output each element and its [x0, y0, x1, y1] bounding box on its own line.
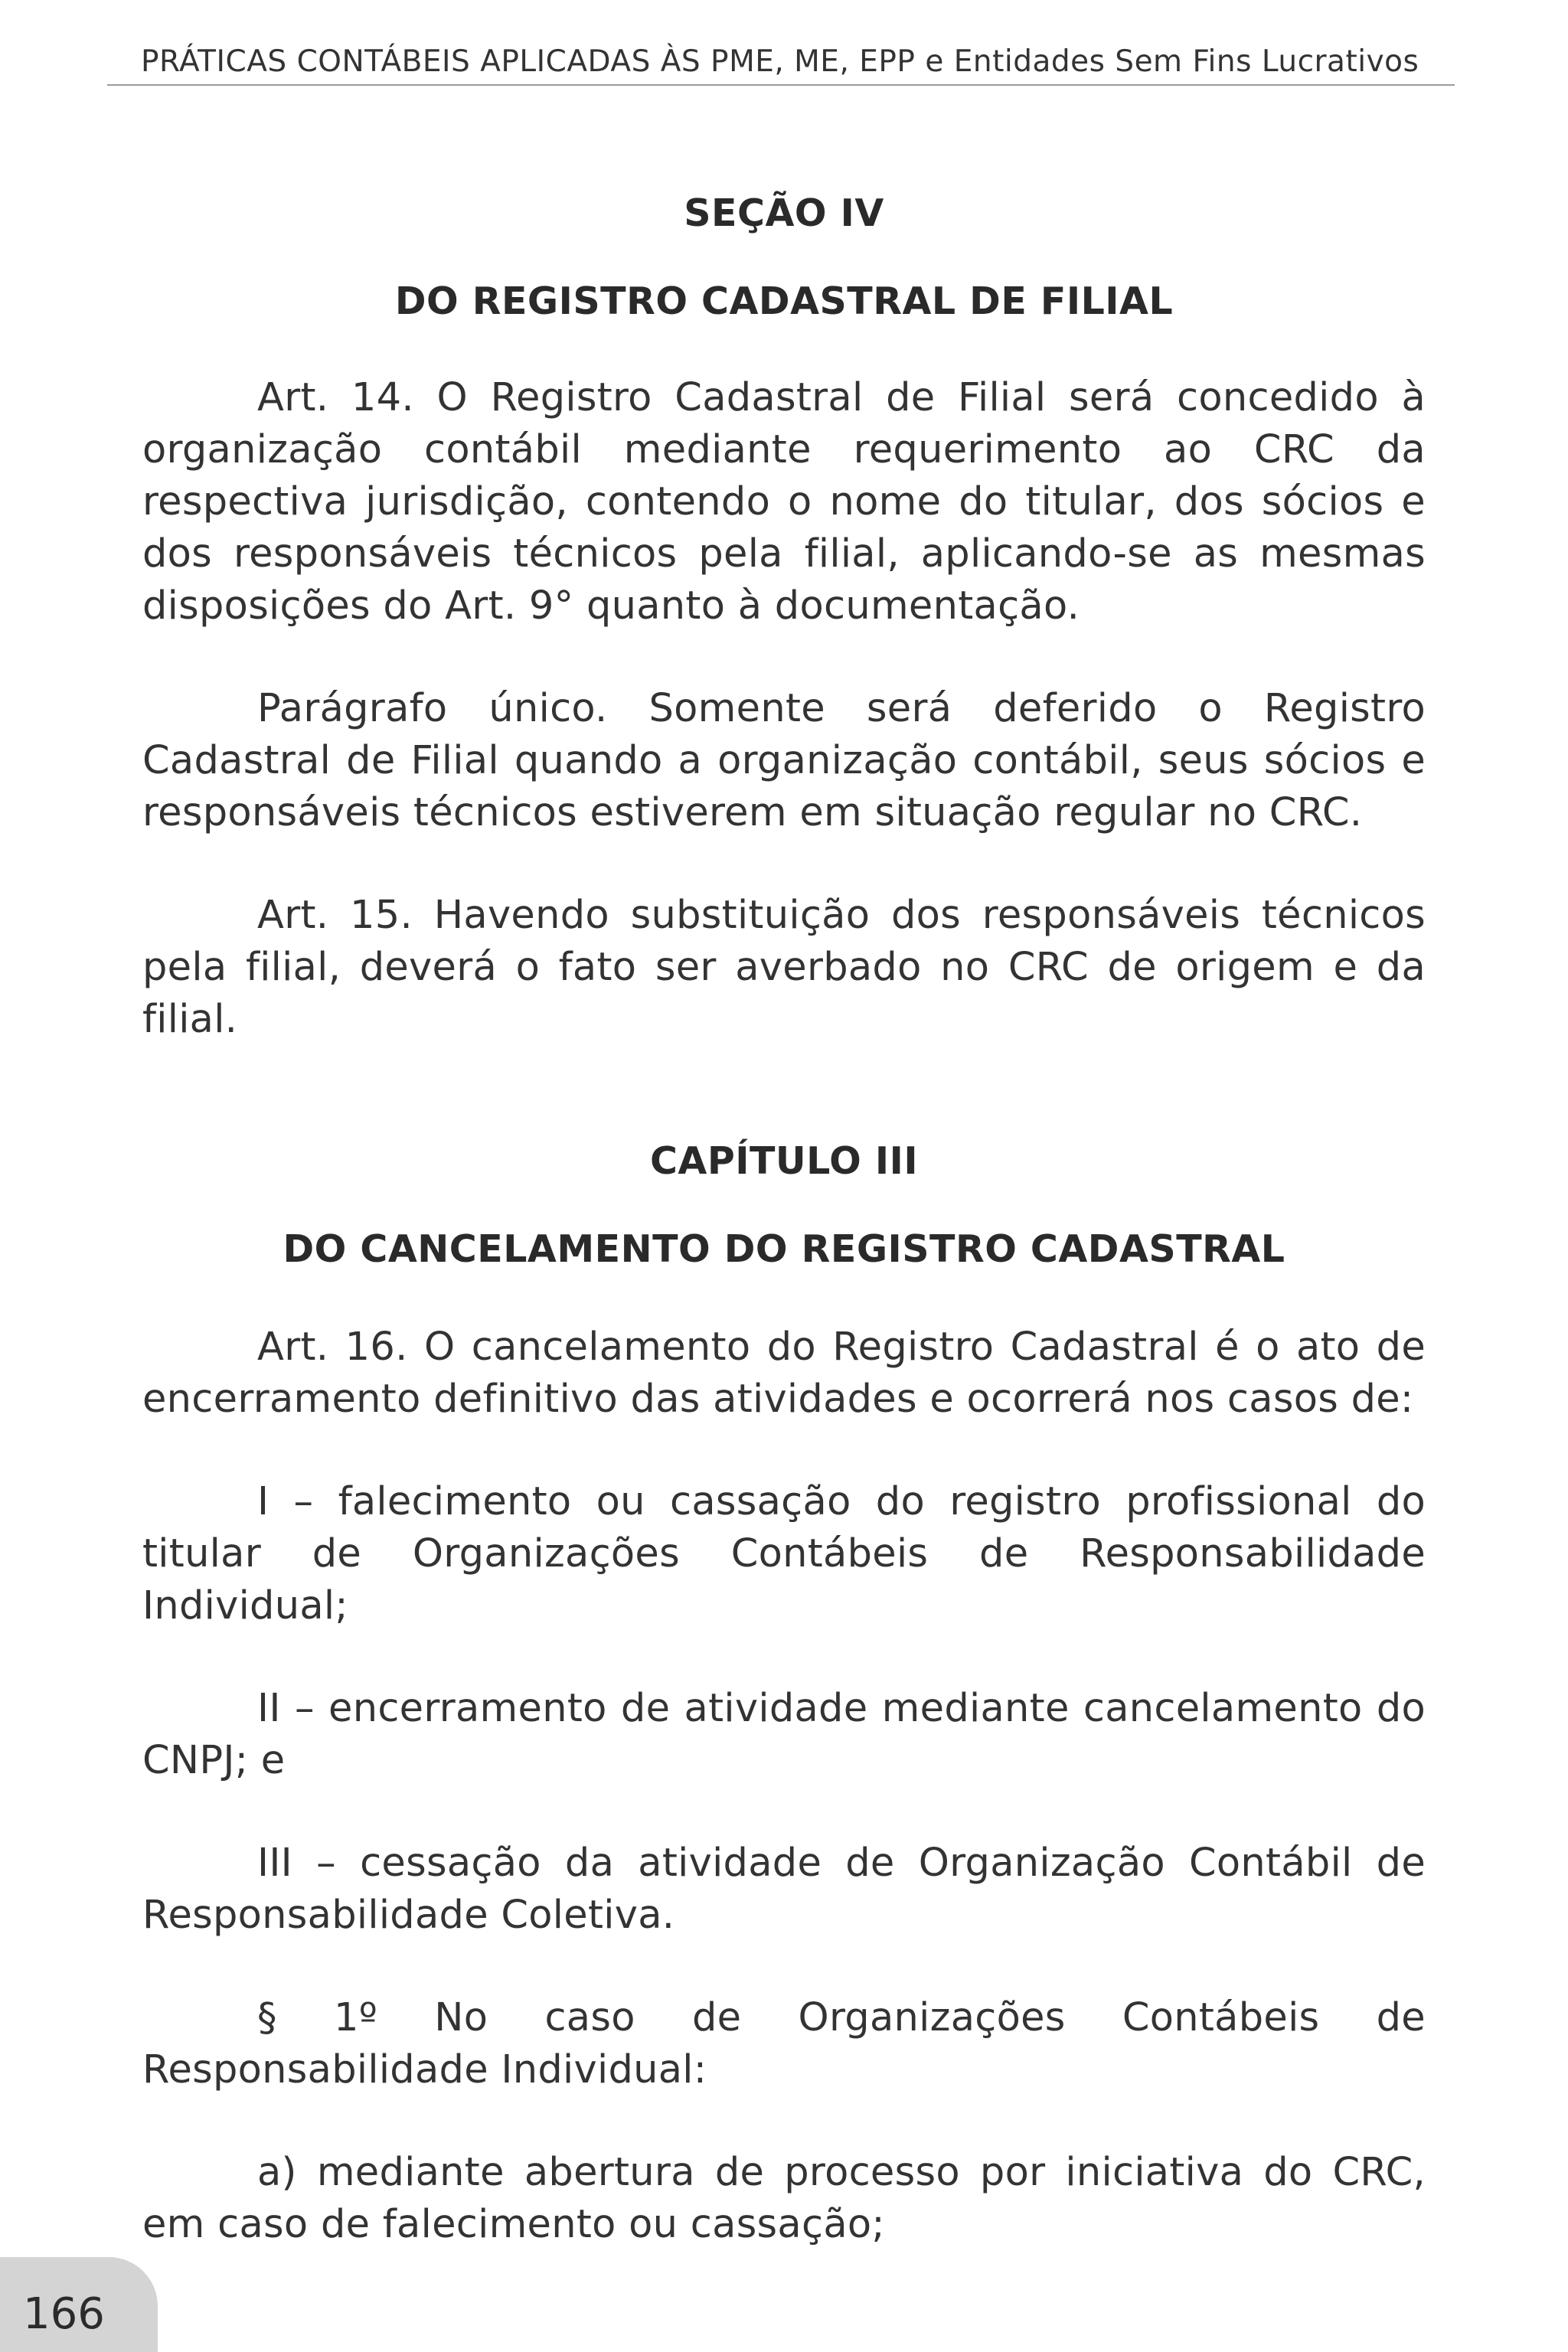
header-rule: [107, 84, 1455, 86]
paragraph-1: § 1º No caso de Organizações Contábeis de Responsabilidade Individual:: [142, 1995, 1426, 2092]
section-heading: SEÇÃO IV: [684, 191, 884, 235]
article-14-sole-paragraph: Parágrafo único. Somente será deferido o Registro Cadastral de Filial quando a organização contábil, seus sócios e responsáveis técnicos estiverem em situação regular no CRC.: [142, 686, 1426, 835]
item-iii: III – cessação da atividade de Organização Contábil de Responsabilidade Coletiva.: [142, 1841, 1426, 1938]
chapter-heading: CAPÍTULO III: [649, 1139, 919, 1183]
article-15: Art. 15. Havendo substituição dos responsáveis técnicos pela filial, deverá o fato ser averbado no CRC de origem e da filial.: [142, 893, 1426, 1042]
item-i: I – falecimento ou cassação do registro profissional do titular de Organizações Contábeis de Responsabilidade Individual;: [142, 1479, 1426, 1628]
running-header: PRÁTICAS CONTÁBEIS APLICADAS ÀS PME, ME, EPP e Entidades Sem Fins Lucrativos: [141, 44, 1419, 79]
chapter-subheading: DO CANCELAMENTO DO REGISTRO CADASTRAL: [283, 1227, 1285, 1271]
article-16: Art. 16. O cancelamento do Registro Cadastral é o ato de encerramento definitivo das atividades e ocorrerá nos casos de:: [142, 1325, 1426, 1422]
section-subheading: DO REGISTRO CADASTRAL DE FILIAL: [394, 279, 1174, 323]
page-number: 166: [23, 2289, 105, 2339]
page-content: [142, 191, 1426, 2251]
item-ii: II – encerramento de atividade mediante cancelamento do CNPJ; e: [142, 1686, 1426, 1783]
item-a: a) mediante abertura de processo por iniciativa do CRC, em caso de falecimento ou cassação;: [142, 2150, 1426, 2247]
article-14: Art. 14. O Registro Cadastral de Filial será concedido à organização contábil mediante requerimento ao CRC da respectiva jurisdição, contendo o nome do titular, dos sócios e dos responsáveis técnicos pela filial, aplicando-se as mesmas disposições do Art. 9° quanto à documentação.: [142, 375, 1426, 629]
